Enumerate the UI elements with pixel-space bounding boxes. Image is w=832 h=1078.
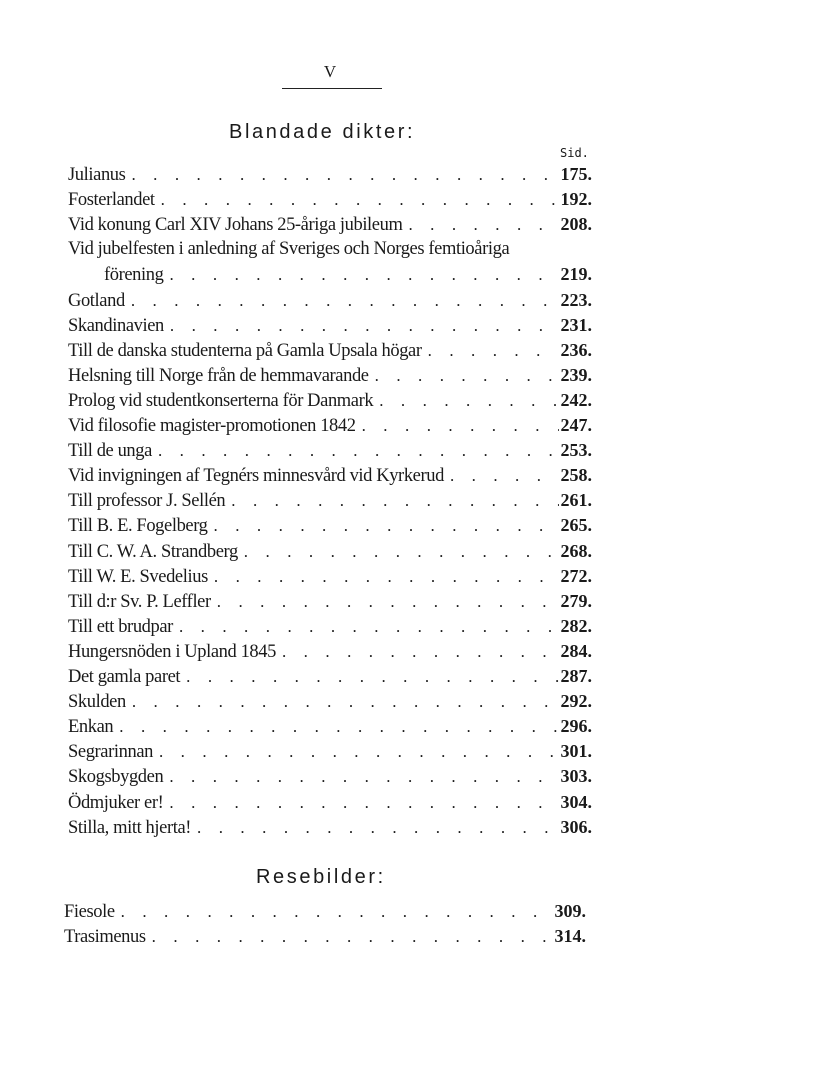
- dot-leader: [402, 212, 558, 237]
- toc-entry-title: Till d:r Sv. P. Leffler: [68, 592, 211, 612]
- toc-entry: [68, 388, 592, 413]
- toc-entry: [68, 237, 592, 262]
- toc-entry: [68, 338, 592, 363]
- toc-entry-title: Till de unga: [68, 441, 152, 461]
- toc-entry: [68, 639, 592, 664]
- toc-entry-page-number: 314.: [554, 926, 586, 946]
- toc-entry-page-number: 239.: [560, 365, 592, 385]
- toc-entry-title: Fosterlandet: [68, 190, 155, 210]
- toc-entry: [68, 288, 592, 313]
- dot-leader: [164, 313, 559, 338]
- toc-entry-title: Skogsbygden: [68, 767, 164, 787]
- toc-entry: [104, 262, 592, 287]
- toc-entry-title: Till C. W. A. Strandberg: [68, 542, 238, 562]
- toc-entry-title: Vid jubelfesten i anledning af Sveriges och Norges femtioåriga: [68, 239, 510, 259]
- toc-entry-title: Fiesole: [64, 902, 115, 922]
- section-title-resebilder: Resebilder:: [256, 866, 386, 888]
- dot-leader: [125, 288, 559, 313]
- dot-leader: [191, 815, 558, 840]
- toc-entry-page-number: 292.: [560, 691, 592, 711]
- toc-entry: [64, 924, 586, 949]
- toc-entry-title: Helsning till Norge från de hemmavarande: [68, 366, 369, 386]
- toc-entry-title: Till W. E. Svedelius: [68, 567, 208, 587]
- dot-leader: [163, 262, 558, 287]
- toc-entry-title: Till professor J. Sellén: [68, 491, 226, 511]
- toc-entry: [68, 790, 592, 815]
- header-rule: [282, 88, 382, 89]
- dot-leader: [369, 363, 559, 388]
- toc-entry-page-number: 287.: [560, 666, 592, 686]
- dot-leader: [163, 764, 558, 789]
- dot-leader: [422, 338, 559, 363]
- toc-entry-page-number: 265.: [560, 515, 592, 535]
- toc-entry: [64, 899, 586, 924]
- toc-entry: [68, 313, 592, 338]
- toc-entry-title: Stilla, mitt hjerta!: [68, 818, 192, 838]
- toc-entry: [68, 739, 592, 764]
- toc-entry-title: Vid invigningen af Tegnérs minnesvård vid Kyrkerud: [68, 466, 444, 486]
- toc-entry: [68, 187, 592, 212]
- dot-leader: [180, 664, 558, 689]
- dot-leader: [113, 714, 558, 739]
- toc-entry-title: Vid filosofie magister-promotionen 1842: [68, 416, 356, 436]
- toc-entry: [68, 212, 592, 237]
- toc-entry-title: Ödmjuker er!: [68, 793, 164, 813]
- toc-entry-title: Skandinavien: [68, 316, 164, 336]
- toc-entry-page-number: 175.: [560, 164, 592, 184]
- toc-entry: [68, 438, 592, 463]
- toc-entry: [68, 162, 592, 187]
- dot-leader: [173, 614, 559, 639]
- dot-leader: [356, 413, 559, 438]
- toc-entry-page-number: 258.: [560, 465, 592, 485]
- dot-leader: [153, 739, 559, 764]
- toc-entry: [68, 463, 592, 488]
- toc-entry-page-number: 192.: [560, 189, 592, 209]
- toc-entry-page-number: 303.: [560, 766, 592, 786]
- toc-entry-page-number: 242.: [560, 390, 592, 410]
- dot-leader: [152, 438, 559, 463]
- section-title-blandade-dikter: Blandade dikter:: [229, 121, 416, 143]
- toc-entry: [68, 564, 592, 589]
- toc-entry-page-number: 223.: [560, 290, 592, 310]
- toc-entry-title: Det gamla paret: [68, 667, 181, 687]
- toc-entry: [68, 689, 592, 714]
- toc-entry-page-number: 219.: [560, 264, 592, 284]
- toc-entry-page-number: 306.: [560, 817, 592, 837]
- toc-entry-title: Skulden: [68, 692, 126, 712]
- toc-entry-page-number: 272.: [560, 566, 592, 586]
- dot-leader: [126, 689, 559, 714]
- toc-entry-page-number: 282.: [560, 616, 592, 636]
- dot-leader: [208, 513, 559, 538]
- toc-entry: [68, 488, 592, 513]
- toc-entry-title: Till ett brudpar: [68, 617, 173, 637]
- toc-entry-title: Enkan: [68, 717, 114, 737]
- toc-entry-title: Julianus: [68, 165, 126, 185]
- toc-entry: [68, 413, 592, 438]
- dot-leader: [225, 488, 558, 513]
- toc-entry-title: Trasimenus: [64, 927, 146, 947]
- toc-entry: [68, 815, 592, 840]
- dot-leader: [155, 187, 559, 212]
- toc-entry-page-number: 268.: [560, 541, 592, 561]
- dot-leader: [444, 463, 559, 488]
- toc-entry-page-number: 247.: [560, 415, 592, 435]
- toc-entry-page-number: 236.: [560, 340, 592, 360]
- toc-entry-page-number: 301.: [560, 741, 592, 761]
- page-number: V: [323, 62, 337, 81]
- toc-entry-title: Till B. E. Fogelberg: [68, 516, 208, 536]
- toc-entry: [68, 539, 592, 564]
- toc-entry-title: förening: [104, 265, 164, 285]
- dot-leader: [238, 539, 559, 564]
- toc-entry-page-number: 231.: [560, 315, 592, 335]
- toc-entry-title: Vid konung Carl XIV Johans 25-åriga jubileum: [68, 215, 403, 235]
- toc-entry: [68, 589, 592, 614]
- toc-entry: [68, 513, 592, 538]
- toc-entry-page-number: 253.: [560, 440, 592, 460]
- toc-entry-title: Hungersnöden i Upland 1845: [68, 642, 276, 662]
- dot-leader: [373, 388, 558, 413]
- toc-entry: [68, 764, 592, 789]
- toc-entry-page-number: 208.: [560, 214, 592, 234]
- toc-entry-page-number: 309.: [554, 901, 586, 921]
- toc-entry-page-number: 304.: [560, 792, 592, 812]
- dot-leader: [125, 162, 558, 187]
- dot-leader: [146, 924, 553, 949]
- toc-entry-page-number: 279.: [560, 591, 592, 611]
- dot-leader: [163, 790, 558, 815]
- toc-entry-title: Segrarinnan: [68, 742, 153, 762]
- toc-entry-title: Till de danska studenterna på Gamla Upsala högar: [68, 341, 422, 361]
- toc-entry-page-number: 261.: [560, 490, 592, 510]
- toc-entry: [68, 363, 592, 388]
- toc-entry-page-number: 284.: [560, 641, 592, 661]
- toc-entry: [68, 714, 592, 739]
- toc-entry-title: Prolog vid studentkonserterna för Danmark: [68, 391, 374, 411]
- dot-leader: [276, 639, 559, 664]
- dot-leader: [208, 564, 559, 589]
- page-column-label: Sid.: [560, 146, 589, 160]
- toc-entry: [68, 664, 592, 689]
- toc-entry-page-number: 296.: [560, 716, 592, 736]
- toc-entry-title: Gotland: [68, 291, 125, 311]
- dot-leader: [211, 589, 559, 614]
- dot-leader: [115, 899, 553, 924]
- toc-entry: [68, 614, 592, 639]
